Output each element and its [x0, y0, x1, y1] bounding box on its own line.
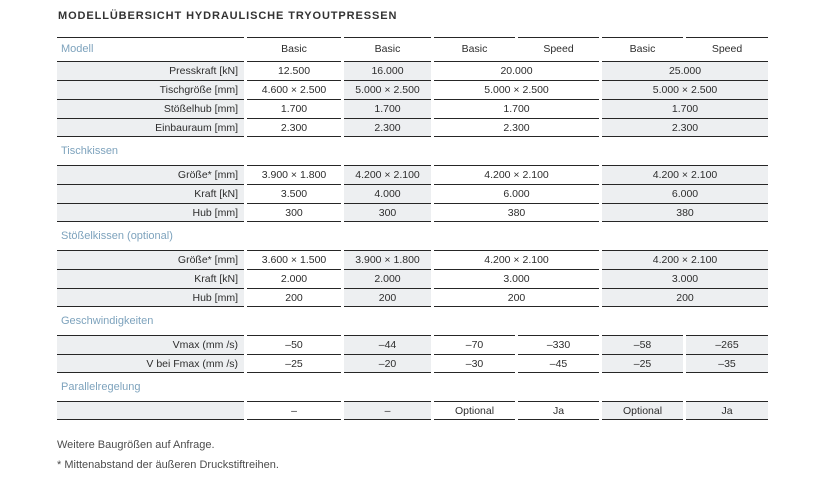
table-row [57, 165, 768, 184]
table-cell: 16.000 [344, 61, 431, 80]
section-title-geschwindigkeiten: Geschwindigkeiten [61, 315, 154, 327]
table-cell: 1.700 [247, 99, 341, 118]
model-overview-table [57, 37, 768, 420]
table-cell: Ja [686, 401, 768, 420]
table-cell: 200 [247, 288, 341, 307]
table-cell: 2.000 [344, 269, 431, 288]
table-row [57, 335, 768, 354]
table-row [57, 184, 768, 203]
table-cell: 3.900 × 1.800 [344, 250, 431, 269]
row-label: Hub [mm] [57, 203, 244, 222]
table-cell: 200 [434, 288, 599, 307]
table-row [57, 250, 768, 269]
column-header: Basic [344, 37, 431, 61]
table-cell: 3.500 [247, 184, 341, 203]
row-label: Tischgröße [mm] [57, 80, 244, 99]
table-cell: 4.200 × 2.100 [434, 165, 599, 184]
table-cell: 300 [247, 203, 341, 222]
footnote-more-sizes: Weitere Baugrößen auf Anfrage. [57, 439, 215, 451]
table-row [57, 61, 768, 80]
table-cell: 3.900 × 1.800 [247, 165, 341, 184]
table-cell: 4.000 [344, 184, 431, 203]
section-title-tischkissen: Tischkissen [61, 145, 119, 157]
table-cell: 200 [602, 288, 768, 307]
table-cell: –330 [518, 335, 599, 354]
table-cell: 2.300 [602, 118, 768, 137]
table-row [57, 354, 768, 373]
table-cell: – [247, 401, 341, 420]
table-row [57, 401, 768, 420]
table-cell: 2.000 [247, 269, 341, 288]
table-cell: –35 [686, 354, 768, 373]
table-cell: 4.200 × 2.100 [434, 250, 599, 269]
table-row [57, 203, 768, 222]
table-cell: –58 [602, 335, 683, 354]
table-row [57, 80, 768, 99]
table-cell: –45 [518, 354, 599, 373]
table-cell: Ja [518, 401, 599, 420]
table-row [57, 269, 768, 288]
table-cell: 4.200 × 2.100 [602, 250, 768, 269]
section-title-stoesselkissen: Stößelkissen (optional) [61, 230, 173, 242]
table-cell: –20 [344, 354, 431, 373]
table-cell: 6.000 [602, 184, 768, 203]
column-header: Basic [602, 37, 683, 61]
table-cell: 380 [602, 203, 768, 222]
table-cell: 4.200 × 2.100 [344, 165, 431, 184]
table-cell: –25 [247, 354, 341, 373]
table-cell: –265 [686, 335, 768, 354]
table-cell: 3.000 [602, 269, 768, 288]
table-cell: 2.300 [247, 118, 341, 137]
row-label: Kraft [kN] [57, 269, 244, 288]
table-row [57, 118, 768, 137]
table-cell: 6.000 [434, 184, 599, 203]
table-cell: 300 [344, 203, 431, 222]
row-label: V bei Fmax (mm /s) [57, 354, 244, 373]
table-header-row [57, 37, 768, 61]
table-cell: 2.300 [344, 118, 431, 137]
footnote-asterisk: * Mittenabstand der äußeren Druckstiftreihen. [57, 459, 279, 471]
table-cell: 380 [434, 203, 599, 222]
section-title-parallelregelung: Parallelregelung [61, 381, 141, 393]
table-cell: –25 [602, 354, 683, 373]
row-label: Hub [mm] [57, 288, 244, 307]
table-cell: Optional [602, 401, 683, 420]
row-label: Größe* [mm] [57, 250, 244, 269]
column-header-modell: Modell [57, 37, 244, 61]
row-label: Kraft [kN] [57, 184, 244, 203]
table-cell: 3.600 × 1.500 [247, 250, 341, 269]
table-cell: 4.600 × 2.500 [247, 80, 341, 99]
column-header: Speed [518, 37, 599, 61]
column-header: Speed [686, 37, 768, 61]
table-cell: – [344, 401, 431, 420]
table-row [57, 288, 768, 307]
table-cell: –30 [434, 354, 515, 373]
table-cell: 5.000 × 2.500 [344, 80, 431, 99]
table-cell: 25.000 [602, 61, 768, 80]
table-cell: 5.000 × 2.500 [602, 80, 768, 99]
table-cell: 5.000 × 2.500 [434, 80, 599, 99]
footnotes [57, 439, 827, 471]
table-cell: Optional [434, 401, 515, 420]
table-row [57, 99, 768, 118]
table-cell: 20.000 [434, 61, 599, 80]
table-cell: –50 [247, 335, 341, 354]
table-cell: 1.700 [602, 99, 768, 118]
table-cell: 4.200 × 2.100 [602, 165, 768, 184]
table-cell: 1.700 [344, 99, 431, 118]
row-label: Vmax (mm /s) [57, 335, 244, 354]
table-cell: 200 [344, 288, 431, 307]
row-label: Größe* [mm] [57, 165, 244, 184]
table-cell: –70 [434, 335, 515, 354]
column-header: Basic [247, 37, 341, 61]
table-cell: 1.700 [434, 99, 599, 118]
table-cell: 2.300 [434, 118, 599, 137]
page-title: MODELLÜBERSICHT HYDRAULISCHE TRYOUTPRESSEN [58, 10, 398, 22]
table-cell: –44 [344, 335, 431, 354]
row-label [57, 401, 244, 420]
table-cell: 12.500 [247, 61, 341, 80]
row-label: Presskraft [kN] [57, 61, 244, 80]
table-cell: 3.000 [434, 269, 599, 288]
column-header: Basic [434, 37, 515, 61]
row-label: Einbauraum [mm] [57, 118, 244, 137]
row-label: Stößelhub [mm] [57, 99, 244, 118]
